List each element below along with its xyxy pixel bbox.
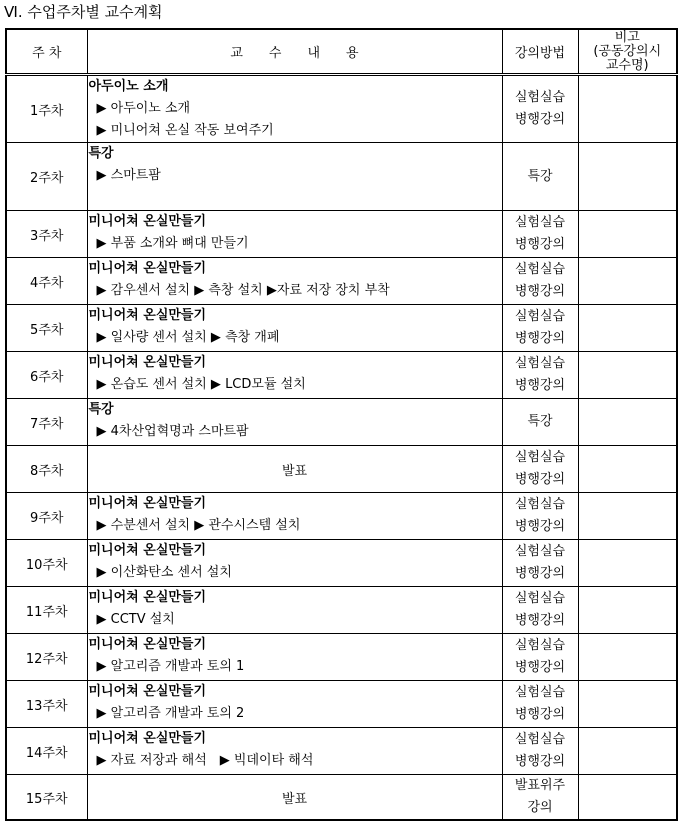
table-row [6,211,677,258]
content-cell [87,446,502,493]
method-line: 특강 [527,168,553,184]
week-cell: 13주차 [6,681,87,728]
content-title: 아두이노 소개 [88,79,169,94]
method-line: 병행강의 [514,707,566,722]
content-title: 미니어쳐 온실만들기 [88,496,207,511]
method-cell [502,493,578,540]
method-line: 실험실습 [514,90,566,105]
note-line: 교수명) [605,57,649,73]
method-line: 실험실습 [514,262,566,277]
method-line: 병행강의 [514,566,566,581]
content-cell [87,143,502,211]
content-item: ▶ 부품 소개와 뼈대 만들기 [96,236,249,251]
note-cell [578,540,677,587]
content-item: ▶ 일사량 센서 설치 ▶ 측창 개폐 [96,330,280,345]
content-cell [87,540,502,587]
method-line: 실험실습 [514,309,566,324]
header-method: 강의방법 [502,29,578,75]
method-line: 병행강의 [514,112,566,127]
week-cell: 7주차 [6,399,87,446]
method-cell [502,143,578,211]
table-row [6,587,677,634]
note-cell [578,143,677,211]
note-cell [578,446,677,493]
note-cell [578,681,677,728]
week-cell: 9주차 [6,493,87,540]
method-line: 실험실습 [514,685,566,700]
note-cell [578,399,677,446]
content-title: 미니어쳐 온실만들기 [88,214,207,229]
content-cell [87,399,502,446]
content-cell [87,728,502,775]
method-line: 강의 [527,800,553,815]
method-cell [502,775,578,821]
header-content: 교 수 내 용 [87,29,502,75]
method-line: 실험실습 [514,450,566,465]
note-cell [578,75,677,143]
content-title: 미니어쳐 온실만들기 [88,355,207,370]
note-cell [578,634,677,681]
method-line: 발표위주 [514,778,566,793]
content-item: ▶ 자료 저장과 해석 ▶ 빅데이타 해석 [96,753,314,768]
content-item: ▶ 아두이노 소개 [96,101,191,116]
table-row [6,352,677,399]
week-cell: 6주차 [6,352,87,399]
table-header [6,29,677,75]
note-line: 비고 [614,29,640,45]
method-cell [502,587,578,634]
method-cell [502,211,578,258]
content-title: 미니어쳐 온실만들기 [88,261,207,276]
method-cell [502,681,578,728]
method-line: 병행강의 [514,331,566,346]
method-line: 병행강의 [514,754,566,769]
table-row [6,446,677,493]
note-cell [578,258,677,305]
content-cell [87,352,502,399]
method-line: 병행강의 [514,378,566,393]
method-line: 실험실습 [514,732,566,747]
method-line: 병행강의 [514,519,566,534]
week-cell: 3주차 [6,211,87,258]
content-title: 특강 [88,146,114,161]
content-item: ▶ 온습도 센서 설치 ▶ LCD모듈 설치 [96,377,306,392]
content-title: 미니어쳐 온실만들기 [88,731,207,746]
method-line: 병행강의 [514,613,566,628]
week-cell: 8주차 [6,446,87,493]
week-cell: 10주차 [6,540,87,587]
method-cell [502,446,578,493]
week-cell: 12주차 [6,634,87,681]
table-row [6,75,677,143]
content-title: 미니어쳐 온실만들기 [88,637,207,652]
method-line: 병행강의 [514,237,566,252]
content-item: ▶ 알고리즘 개발과 토의 2 [96,706,245,721]
note-cell [578,352,677,399]
note-cell [578,587,677,634]
method-cell [502,258,578,305]
content-cell [87,493,502,540]
table-row [6,305,677,352]
method-cell [502,75,578,143]
method-line: 병행강의 [514,284,566,299]
method-line: 병행강의 [514,472,566,487]
method-line: 특강 [527,414,553,429]
content-center: 발표 [281,791,308,807]
content-item: ▶ 4차산업혁명과 스마트팜 [96,424,249,439]
method-line: 실험실습 [514,356,566,371]
content-title: 미니어쳐 온실만들기 [88,308,207,323]
table-row [6,775,677,821]
header-note [578,29,677,75]
note-cell [578,775,677,821]
table-row [6,540,677,587]
method-cell [502,399,578,446]
method-cell [502,305,578,352]
method-line: 병행강의 [514,660,566,675]
week-cell: 11주차 [6,587,87,634]
content-title: 미니어쳐 온실만들기 [88,590,207,605]
content-item: ▶ 미니어쳐 온실 작동 보여주기 [96,123,274,138]
method-line: 실험실습 [514,215,566,230]
week-cell: 2주차 [6,143,87,211]
method-line: 실험실습 [514,638,566,653]
method-cell [502,352,578,399]
table-row [6,728,677,775]
method-line: 실험실습 [514,591,566,606]
note-cell [578,211,677,258]
method-cell [502,634,578,681]
content-cell [87,211,502,258]
content-cell [87,775,502,821]
method-line: 실험실습 [514,497,566,512]
content-item: ▶ 스마트팜 [96,168,161,183]
content-cell [87,75,502,143]
table-row [6,681,677,728]
week-cell: 5주차 [6,305,87,352]
table-row [6,493,677,540]
section-title: Ⅵ. 수업주차별 교수계획 [4,3,163,21]
content-title: 미니어쳐 온실만들기 [88,684,207,699]
content-cell [87,305,502,352]
content-title: 미니어쳐 온실만들기 [88,543,207,558]
header-week: 주 차 [6,29,87,75]
week-cell: 1주차 [6,75,87,143]
content-cell [87,587,502,634]
week-cell: 14주차 [6,728,87,775]
content-item: ▶ 이산화탄소 센서 설치 [96,565,232,580]
table-row [6,399,677,446]
content-center: 발표 [281,463,308,479]
content-item: ▶ 알고리즘 개발과 토의 1 [96,659,245,674]
content-cell [87,634,502,681]
content-cell [87,258,502,305]
table-row [6,634,677,681]
table-row [6,258,677,305]
content-cell [87,681,502,728]
note-cell [578,305,677,352]
week-cell: 4주차 [6,258,87,305]
weekly-plan-table [5,28,678,821]
content-title: 특강 [88,402,114,417]
week-cell: 15주차 [6,775,87,821]
table-row [6,143,677,211]
method-cell [502,728,578,775]
method-line: 실험실습 [514,544,566,559]
note-cell [578,493,677,540]
content-item: ▶ 감우센서 설치 ▶ 측창 설치 ▶자료 저장 장치 부착 [96,283,390,298]
note-line: (공동강의시 [593,43,662,59]
note-cell [578,728,677,775]
content-item: ▶ 수분센서 설치 ▶ 관수시스템 설치 [96,518,301,533]
content-item: ▶ CCTV 설치 [96,612,175,627]
method-cell [502,540,578,587]
